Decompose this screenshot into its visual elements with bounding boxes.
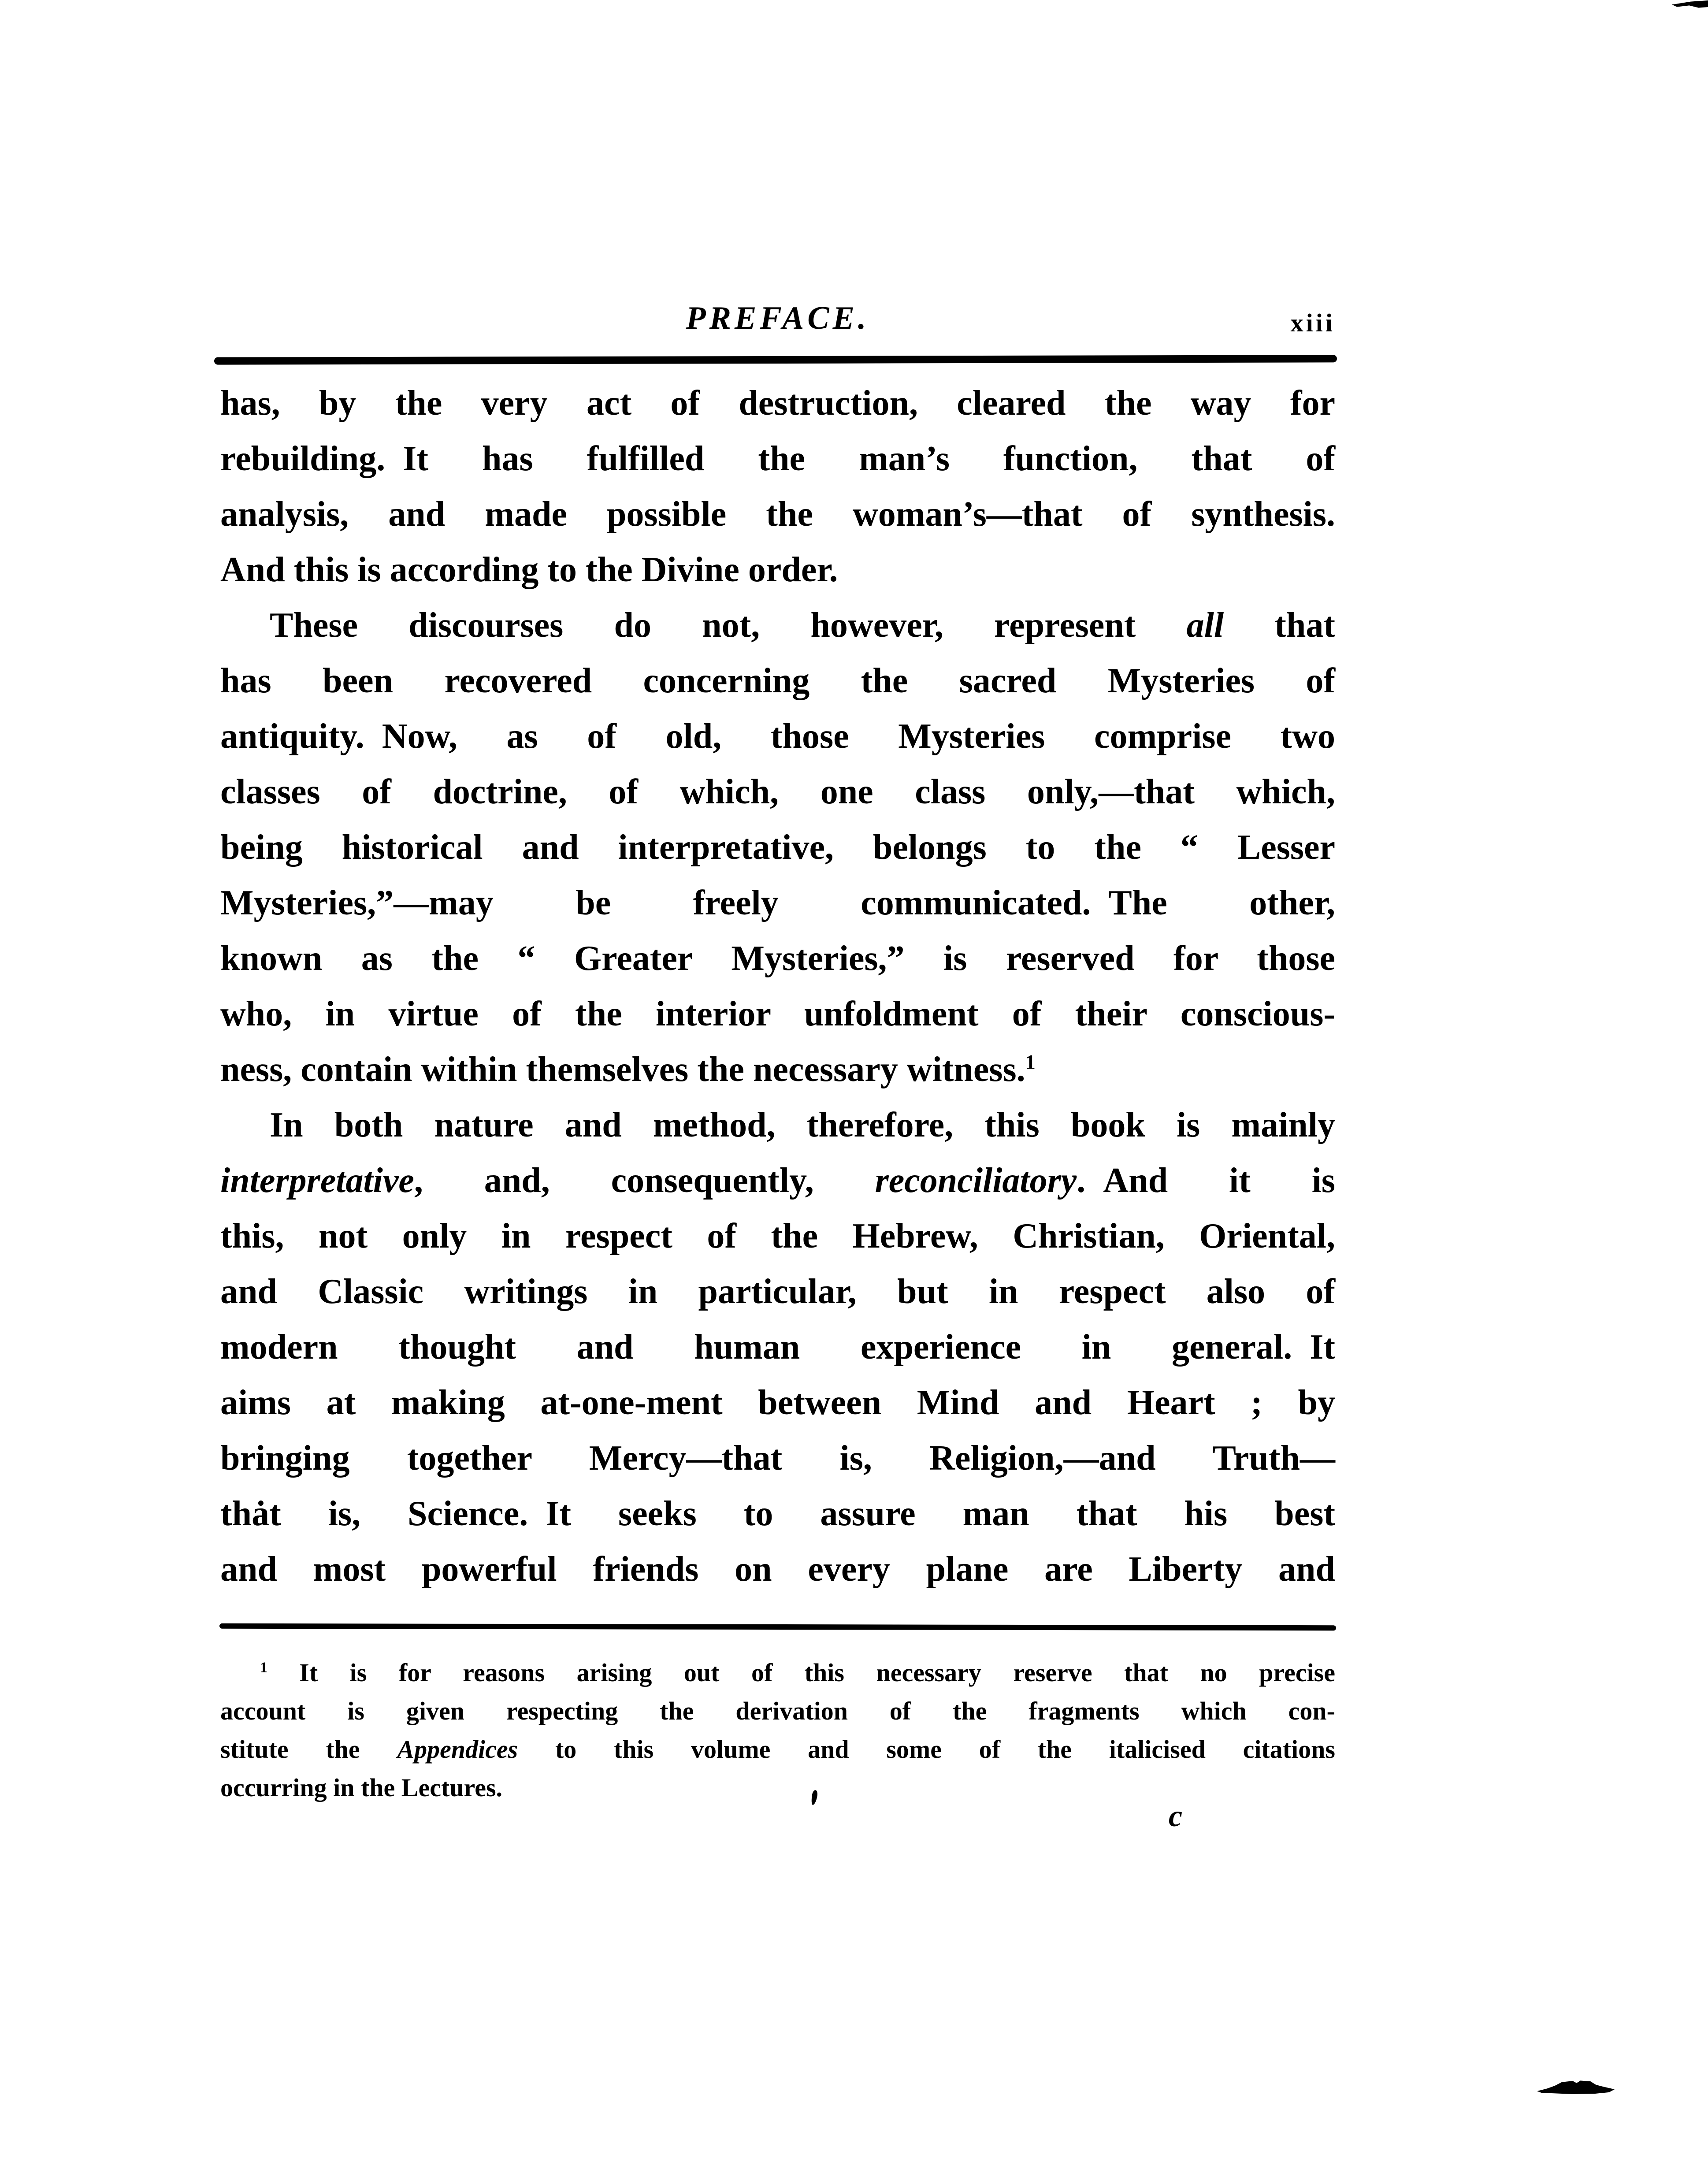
body-line-20: bringing together Mercy—that is, Religion,—and Truth—	[220, 1439, 1335, 1478]
footnote-text	[220, 1653, 1335, 1807]
page-header	[220, 296, 1335, 349]
body-line-18: modern thought and human experience in general. It	[220, 1328, 1335, 1367]
body-text	[220, 375, 1335, 1597]
bottom-scan-artifact	[1537, 2079, 1615, 2094]
body-line-2: rebuilding. It has fulfilled the man’s function, that of	[220, 439, 1335, 478]
header-rule	[214, 355, 1337, 364]
body-line-1: has, by the very act of destruction, cleared the way for	[220, 384, 1335, 423]
body-line-12: who, in virtue of the interior unfoldment of their conscious-	[220, 995, 1335, 1033]
body-line-15: interpretative, and, consequently, reconciliatory. And it is	[220, 1161, 1336, 1200]
corner-scan-artifact	[1672, 0, 1708, 9]
body-line-6: has been recovered concerning the sacred Mysteries of	[220, 661, 1335, 700]
body-line-22: and most powerful friends on every plane are Liberty and	[220, 1550, 1335, 1589]
running-title: PREFACE.	[686, 300, 870, 336]
body-line-4: And this is according to the Divine order.	[220, 550, 838, 589]
printer-signature-mark: c	[1169, 1799, 1183, 1833]
body-line-17: and Classic writings in particular, but in respect also of	[220, 1272, 1335, 1311]
page-number: xiii	[1290, 308, 1335, 337]
body-line-7: antiquity. Now, as of old, those Mysteries comprise two	[220, 717, 1335, 756]
body-line-8: classes of doctrine, of which, one class only,—that which,	[220, 773, 1335, 811]
footnote-rule	[219, 1623, 1336, 1631]
body-line-9: being historical and interpretative, belongs to the “ Lesser	[220, 828, 1335, 867]
body-line-14: In both nature and method, therefore, this book is mainly	[270, 1106, 1335, 1144]
body-line-16: this, not only in respect of the Hebrew, Christian, Oriental,	[220, 1217, 1335, 1255]
body-line-21: thȧt is, Science. It seeks to assure man that his best	[220, 1494, 1335, 1533]
body-line-11: known as the “ Greater Mysteries,” is reserved for those	[220, 939, 1335, 978]
body-line-13: ness, contain within themselves the necessary witness.$^1$	[220, 1050, 1036, 1089]
body-line-5: These discourses do not, however, represent all that	[270, 606, 1336, 645]
footnote-line-2: account is given respecting the derivation of the fragments which con-	[220, 1697, 1335, 1725]
body-line-19: aims at making at-one-ment between Mind and Heart ; by	[220, 1383, 1335, 1422]
body-line-10: Mysteries,”—may be freely communicated. The other,	[220, 884, 1335, 922]
footnote-line-1: $^1$ It is for reasons arising out of this necessary reserve that no precise	[260, 1658, 1335, 1687]
body-line-3: analysis, and made possible the woman’s—that of synthesis.	[220, 495, 1335, 534]
footnote-line-3: stitute the Appendices to this volume and some of the italicised citations	[220, 1735, 1335, 1764]
footnote-line-4: occurring in the Lectures.	[220, 1773, 503, 1802]
